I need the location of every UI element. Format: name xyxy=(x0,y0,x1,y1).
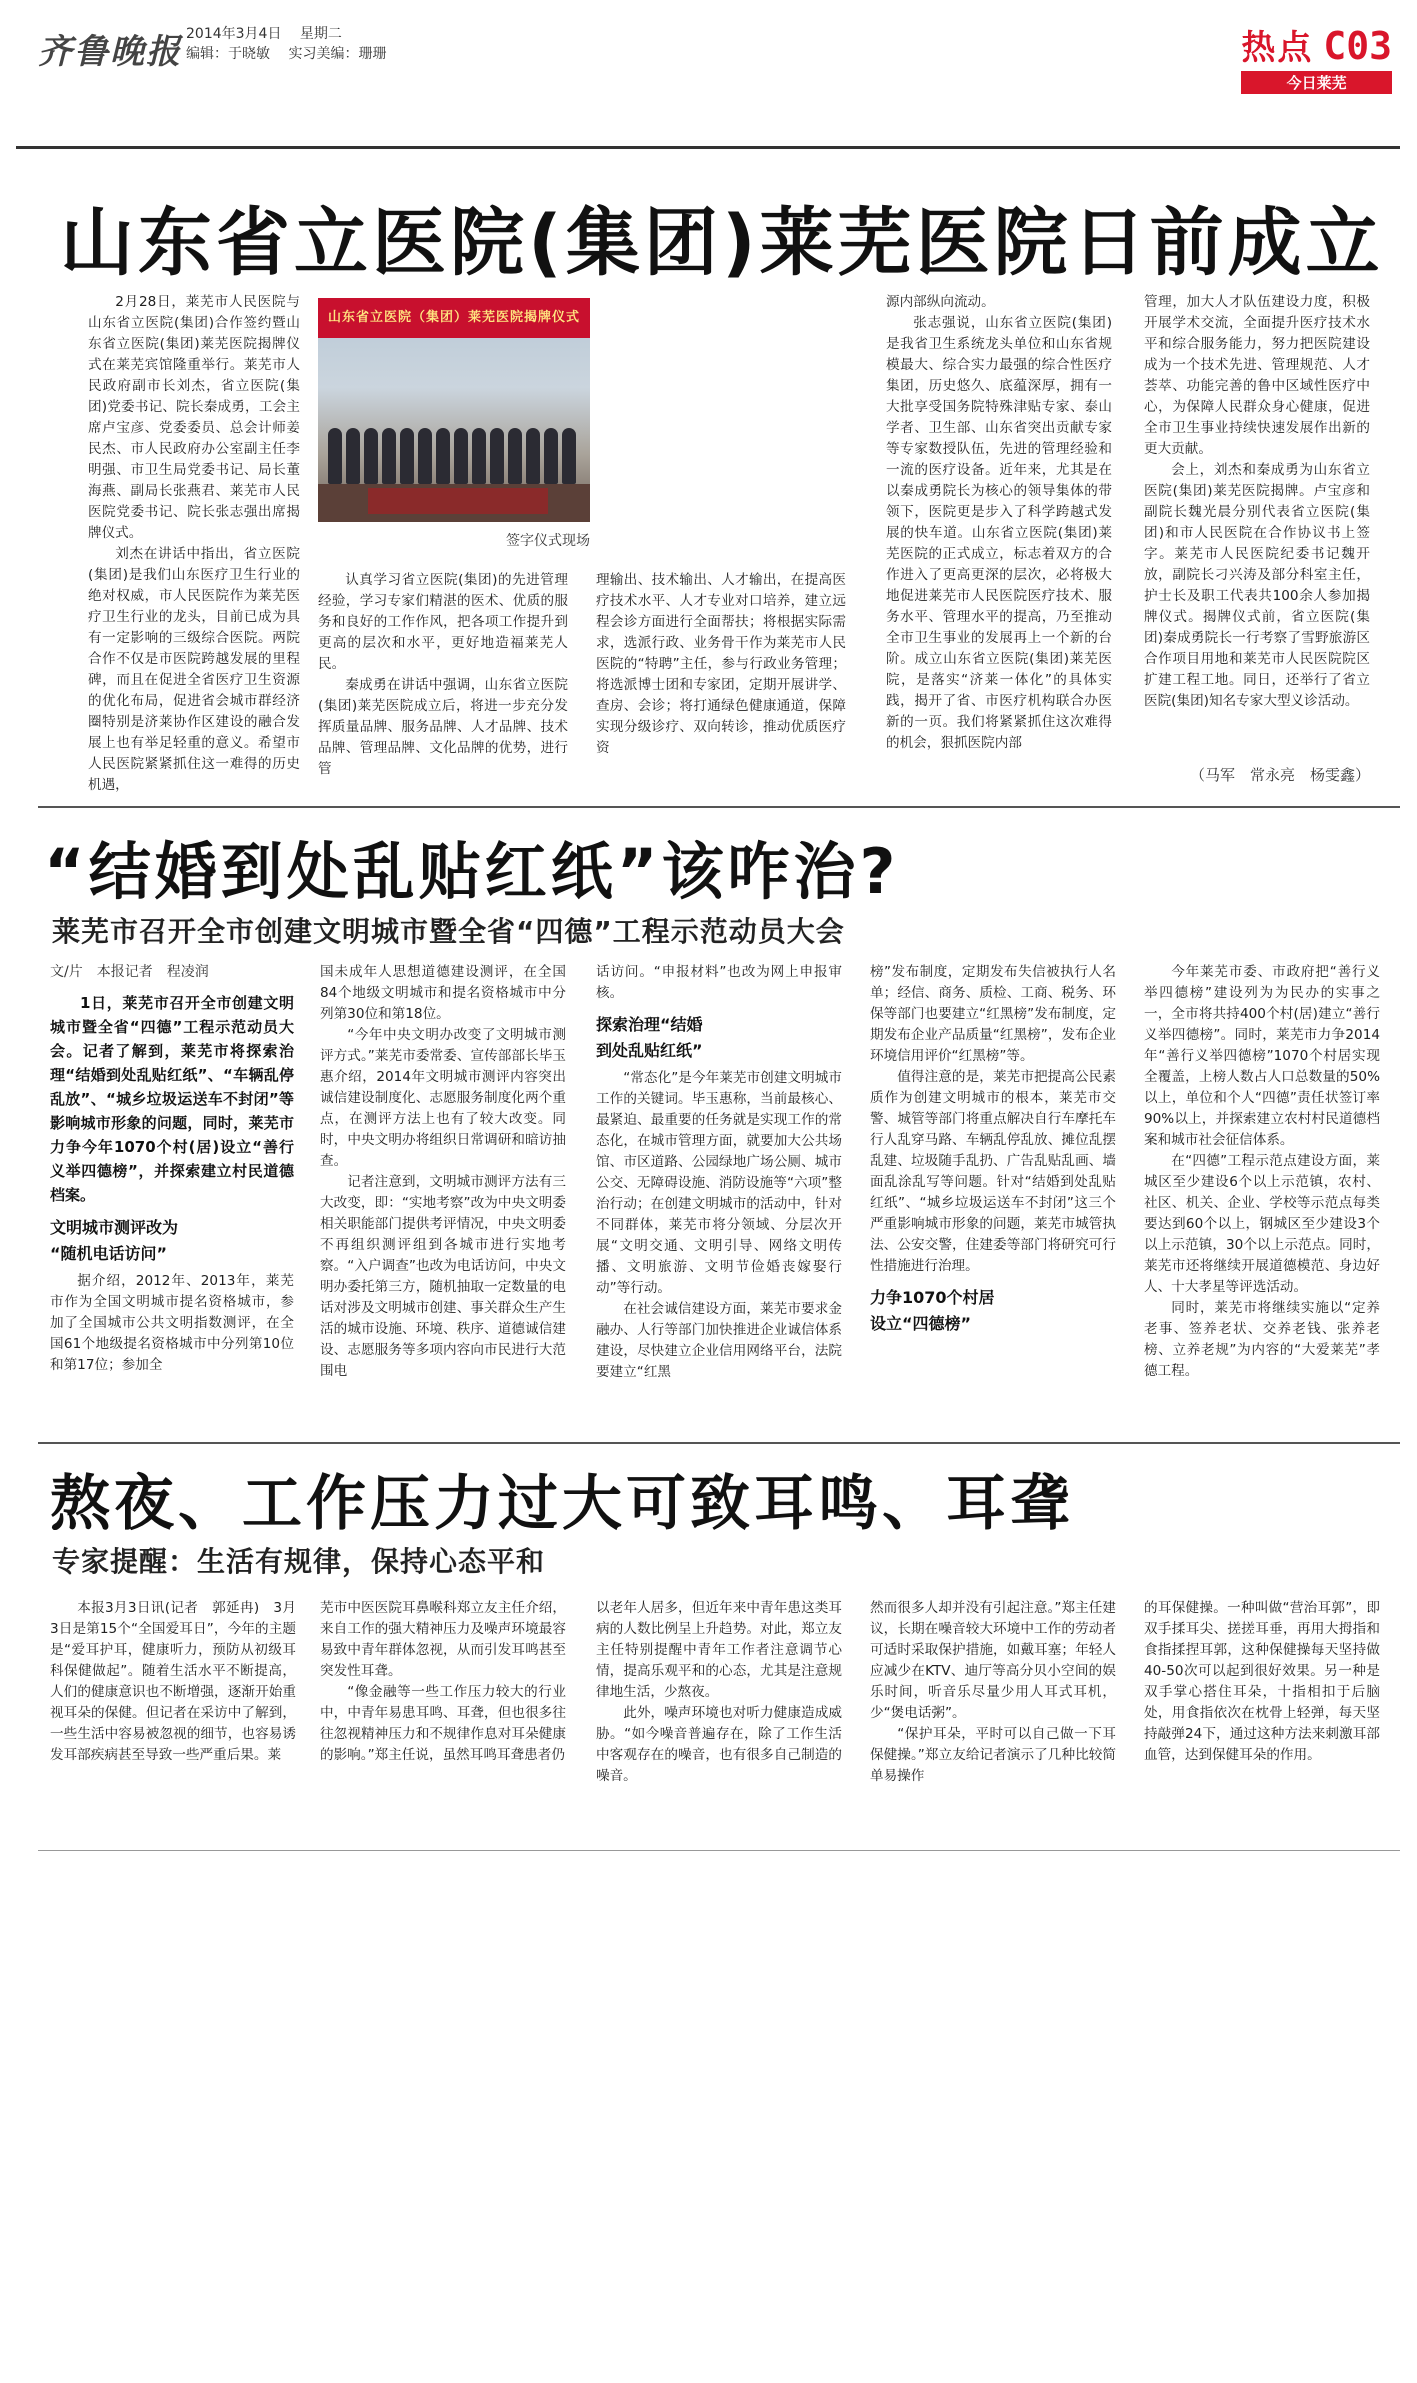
section-divider xyxy=(38,1442,1400,1444)
paragraph: “保护耳朵，平时可以自己做一下耳保健操。”郑立友给记者演示了几种比较简单易操作 xyxy=(870,1726,1116,1784)
paragraph: 记者注意到，文明城市测评方法有三大改变，即：“实地考察”改为中央文明委相关职能部门提供考评情况，中央文明委不再组织测评组到各城市进行实地考察。“入户调查”也改为电话访问，中央文明办委托第三方，随机抽取一定数量的电话对涉及文明城市创建、事关群众生产生活的城市设施、环境、秩序、道德诚信建设、志愿服务等多项内容向市民进行大范围电 xyxy=(320,1174,566,1379)
subsection-heading-line: 探索治理“结婚 xyxy=(596,1015,703,1034)
person-figure xyxy=(490,428,504,484)
person-figure xyxy=(562,428,576,484)
person-figure xyxy=(382,428,396,484)
paragraph: “今年中央文明办改变了文明城市测评方式。”莱芜市委常委、宣传部部长毕玉惠介绍，2014年文明城市测评内容突出诚信建设制度化、志愿服务制度化两个重点，在测评方法上也有了较大改变。同时，中央文明办将组织日常调研和暗访抽查。 xyxy=(320,1027,566,1169)
bottom-divider xyxy=(38,1850,1400,1851)
article1-col2 xyxy=(318,570,568,792)
person-figure xyxy=(328,428,342,484)
paragraph: 管理，加大人才队伍建设力度，积极开展学术交流，全面提升医疗技术水平和综合服务能力，努力把医院建设成为一个技术先进、管理规范、人才荟萃、功能完善的鲁中区域性医疗中心，为保障人民群众身心健康，促进全市卫生事业持续快速发展作出新的更大贡献。 xyxy=(1144,294,1370,457)
paragraph: 值得注意的是，莱芜市把提高公民素质作为创建文明城市的根本，莱芜市交警、城管等部门将重点解决自行车摩托车行人乱穿马路、车辆乱停乱放、摊位乱摆乱建、垃圾随手乱扔、广告乱贴乱画、墙面乱涂乱写等问题。针对“结婚到处乱贴红纸”、“城乡垃圾运送车不封闭”这三个严重影响城市形象的问题，莱芜市城管执法、公安交警，住建委等部门将研究可行性措施进行治理。 xyxy=(870,1069,1116,1274)
person-figure xyxy=(400,428,414,484)
article1-headline: 山东省立医院(集团)莱芜医院日前成立 xyxy=(60,200,1384,286)
article2-col1 xyxy=(50,962,294,1432)
paragraph: 本报3月3日讯(记者 郭延冉) 3月3日是第15个“全国爱耳日”，今年的主题是“爱耳护耳，健康听力，预防从初级耳科保健做起”。随着生活水平不断提高，人们的健康意识也不断增强，逐渐开始重视耳朵的保健。但记者在采访中了解到，一些生活中容易被忽视的细节，也容易诱发耳部疾病甚至导致一些严重后果。莱 xyxy=(50,1600,296,1763)
paragraph: 在“四德”工程示范点建设方面，莱城区至少建设6个以上示范镇，农村、社区、机关、企业、学校等示范点每类要达到60个以上，钢城区至少建设3个以上示范镇，30个以上示范点。同时，莱芜市还将继续开展道德模范、身边好人、十大孝星等评选活动。 xyxy=(1144,1153,1380,1295)
paragraph: 源内部纵向流动。 xyxy=(886,294,995,310)
paragraph: 据介绍，2012年、2013年，莱芜市作为全国文明城市提名资格城市，参加了全国城市公共文明指数测评，在全国61个地级提名资格城市中分列第10位和第17位；参加全 xyxy=(50,1273,294,1373)
paragraph: 刘杰在讲话中指出，省立医院(集团)是我们山东医疗卫生行业的绝对权威，市人民医院作为莱芜医疗卫生行业的龙头，目前已成为具有一定影响的三级综合医院。两院合作不仅是市医院跨越发展的里程碑，而且在促进全省医疗卫生资源的优化布局，促进省会城市群经济圈特别是济莱协作区建设的融合发展上也有举足轻重的意义。希望市人民医院紧紧抓住这一难得的历史机遇， xyxy=(88,546,300,793)
paragraph: 在社会诚信建设方面，莱芜市要求金融办、人行等部门加快推进企业诚信体系建设，尽快建立企业信用网络平台，法院要建立“红黑 xyxy=(596,1301,842,1380)
person-figure xyxy=(364,428,378,484)
article3-col4 xyxy=(870,1598,1116,1840)
newspaper-logo: 齐鲁晚报 xyxy=(38,32,182,72)
section-subtitle: 今日莱芜 xyxy=(1241,71,1392,94)
section-label xyxy=(1241,20,1392,94)
article1-col1 xyxy=(88,292,300,793)
person-figure xyxy=(346,428,360,484)
subsection-heading xyxy=(50,1215,294,1267)
paragraph: “常态化”是今年莱芜市创建文明城市工作的关键词。毕玉惠称，当前最核心、最紧迫、最重要的任务就是实现工作的常态化，在城市管理方面，就要加大公共场馆、市区道路、公园绿地广场公厕、城市公交、无障碍设施、消防设施等“六项”整治行动；在创建文明城市的活动中，针对不同群体，莱芜市将分领域、分层次开展“文明交通、文明引导、网络文明传播、文明旅游、文明节俭婚丧嫁娶行动”等行动。 xyxy=(596,1070,842,1296)
subsection-heading xyxy=(596,1012,842,1064)
signing-table xyxy=(368,488,548,514)
article1-col4 xyxy=(886,292,1112,792)
section-divider xyxy=(38,806,1400,808)
article1-col3 xyxy=(596,570,846,792)
paragraph: 此外，噪声环境也对听力健康造成威胁。“如今噪音普遍存在，除了工作生活中客观存在的噪音，也有很多自己制造的噪音。 xyxy=(596,1705,842,1784)
photo-caption: 签字仪式现场 xyxy=(506,533,590,549)
person-figure xyxy=(508,428,522,484)
paragraph: 然而很多人却并没有引起注意。”郑主任建议，长期在噪音较大环境中工作的劳动者可适时采取保护措施，如戴耳塞；年轻人应减少在KTV、迪厅等高分贝小空间的娱乐时间，听音乐尽量少用人耳式耳机，少“煲电话粥”。 xyxy=(870,1600,1116,1721)
article3-col5 xyxy=(1144,1598,1380,1840)
article2-col3 xyxy=(596,962,842,1432)
editor-credit: 编辑：于晓敏 xyxy=(186,46,270,62)
designer-credit: 实习美编：珊珊 xyxy=(288,46,387,62)
article3-col2 xyxy=(320,1598,566,1840)
paragraph: 国未成年人思想道德建设测评，在全国84个地级文明城市和提名资格城市中分列第30位和第18位。 xyxy=(320,964,566,1022)
paragraph: 话访问。“申报材料”也改为网上申报审核。 xyxy=(596,964,842,1001)
article2-col2 xyxy=(320,962,566,1432)
article2-headline: “结婚到处乱贴红纸”该咋治? xyxy=(44,835,900,908)
paragraph: 同时，莱芜市将继续实施以“定养老事、签养老状、交养老钱、张养老榜、立养老规”为内容的“大爱莱芜”孝德工程。 xyxy=(1144,1300,1380,1379)
paragraph: 的耳保健操。一种叫做“营治耳郭”，即双手揉耳尖、搓搓耳垂，再用大拇指和食指揉捏耳郭，这种保健操每天坚持做40-50次可以起到很好效果。另一种是双手掌心搭住耳朵，十指相扣于后脑处，用食指依次在枕骨上轻弹，每天坚持敲弹24下，通过这种方法来刺激耳部血管，达到保健耳朵的作用。 xyxy=(1144,1600,1380,1763)
paragraph: “像金融等一些工作压力较大的行业中，中青年易患耳鸣、耳聋，但也很多往往忽视精神压力和不规律作息对耳朵健康的影响。”郑主任说，虽然耳鸣耳聋患者仍 xyxy=(320,1684,566,1763)
paragraph: 理输出、技术输出、人才输出，在提高医疗技术水平、人才专业对口培养，建立远程会诊方面进行全面帮扶；将根据实际需求，选派行政、业务骨干作为莱芜市人民医院的“特聘”主任，参与行政业务管理；将选派博士团和专家团，定期开展讲学、查房、会诊；将打通绿色健康通道，保障实现分级诊疗、双向转诊，推动优质医疗资 xyxy=(596,572,846,756)
article2-byline: 文/片 本报记者 程凌润 xyxy=(50,964,209,980)
subsection-heading-line: 力争1070个村居 xyxy=(870,1288,995,1307)
top-divider xyxy=(16,146,1400,149)
masthead xyxy=(36,18,1402,92)
person-figure xyxy=(418,428,432,484)
person-figure xyxy=(436,428,450,484)
lead-paragraph: 1日，莱芜市召开全市创建文明城市暨全省“四德”工程示范动员大会。记者了解到，莱芜市将探索治理“结婚到处乱贴红纸”、“车辆乱停乱放”、“城乡垃圾运送车不封闭”等影响城市形象的问题，同时，莱芜市力争今年1070个村(居)设立“善行义举四德榜”，并探索建立村民道德档案。 xyxy=(50,994,294,1204)
paragraph: 榜”发布制度，定期发布失信被执行人名单；经信、商务、质检、工商、税务、环保等部门也要建立“红黑榜”发布制度，定期发布企业产品质量“红黑榜”，发布企业环境信用评价“红黑榜”等。 xyxy=(870,964,1116,1064)
subsection-heading-line: “随机电话访问” xyxy=(50,1244,168,1263)
subsection-heading-line: 到处乱贴红纸” xyxy=(596,1041,703,1060)
person-figure xyxy=(454,428,468,484)
subsection-heading xyxy=(870,1285,1116,1337)
article3-col3 xyxy=(596,1598,842,1840)
photo-banner: 山东省立医院（集团）莱芜医院揭牌仪式 xyxy=(318,298,590,338)
article2-col5 xyxy=(1144,962,1380,1432)
subsection-heading-line: 设立“四德榜” xyxy=(870,1314,972,1333)
article3-headline: 熬夜、工作压力过大可致耳鸣、耳聋 xyxy=(50,1469,1074,1539)
person-figure xyxy=(544,428,558,484)
paragraph: 会上，刘杰和秦成勇为山东省立医院(集团)莱芜医院揭牌。卢宝彦和副院长魏光晨分别代表省立医院(集团)和市人民医院在合作协议书上签字。莱芜市人民医院纪委书记魏开放，副院长刁兴涛及部分科室主任，护士长及职工代表共100余人参加揭牌仪式。揭牌仪式前，省立医院(集团)秦成勇院长一行考察了雪野旅游区合作项目用地和莱芜市人民医院院区扩建工程工地。同日，还举行了省立医院(集团)知名专家大型义诊活动。 xyxy=(1144,462,1370,709)
photo-people xyxy=(328,414,580,484)
article1-col5 xyxy=(1144,292,1370,756)
signing-ceremony-photo xyxy=(318,298,590,522)
page-code: C03 xyxy=(1323,24,1392,68)
paragraph: 2月28日，莱芜市人民医院与山东省立医院(集团)合作签约暨山东省立医院(集团)莱芜医院揭牌仪式在莱芜宾馆隆重举行。莱芜市人民政府副市长刘杰，省立医院(集团)党委书记、院长秦成勇，工会主席卢宝彦、党委委员、总会计师姜民杰、市人民政府办公室副主任李明强、市卫生局党委书记、局长董海燕、副局长张燕君、莱芜市人民医院党委书记、院长张志强出席揭牌仪式。 xyxy=(88,294,300,541)
paragraph: 今年莱芜市委、市政府把“善行义举四德榜”建设列为为民办的实事之一，全市将共持400个村(居)建立“善行义举四德榜”。同时，莱芜市力争2014年“善行义举四德榜”1070个村居实现全覆盖，上榜人数占人口总数量的50%以上，单位和个人“四德”责任状签订率90%以上，并探索建立农村村民道德档案和城市社会征信体系。 xyxy=(1144,964,1380,1148)
section-name: 热点 xyxy=(1241,28,1314,68)
article2-col4 xyxy=(870,962,1116,1432)
article3-col1 xyxy=(50,1598,296,1840)
paragraph: 张志强说，山东省立医院(集团)是我省卫生系统龙头单位和山东省规模最大、综合实力最强的综合性医疗集团，历史悠久、底蕴深厚，拥有一大批享受国务院特殊津贴专家、泰山学者、卫生部、山东省突出贡献专家等专家数授队伍，先进的管理经验和一流的医疗设备。近年来，尤其是在以秦成勇院长为核心的领导集体的带领下，医院更是步入了科学跨越式发展的快车道。山东省立医院(集团)莱芜医院的正式成立，标志着双方的合作进入了更高更深的层次，必将极大地促进莱芜市人民医院医疗技术、服务水平、管理水平的提高，乃至推动全市卫生事业的发展再上一个新的台阶。成立山东省立医院(集团)莱芜医院，是落实“济莱一体化”的具体实践，揭开了省、市医疗机构联合办医新的一页。我们将紧紧抓住这次难得的机会，狠抓医院内部 xyxy=(886,315,1112,751)
paragraph: 芜市中医医院耳鼻喉科郑立友主任介绍，来自工作的强大精神压力及噪声环境最容易致中青年群体忽视，从而引发耳鸣甚至突发性耳聋。 xyxy=(320,1600,566,1679)
article3-subhead: 专家提醒：生活有规律，保持心态平和 xyxy=(52,1545,546,1578)
person-figure xyxy=(526,428,540,484)
paragraph: 以老年人居多，但近年来中青年患这类耳病的人数比例呈上升趋势。对此，郑立友主任特别提醒中青年工作者注意调节心情，提高乐观平和的心态，尤其是注意规律地生活，少熬夜。 xyxy=(596,1600,842,1700)
paragraph: 认真学习省立医院(集团)的先进管理经验，学习专家们精湛的医术、优质的服务和良好的工作作风，把各项工作提升到更高的层次和水平，更好地造福莱芜人民。 xyxy=(318,572,568,672)
issue-date: 2014年3月4日 xyxy=(186,26,282,42)
paragraph: 秦成勇在讲话中强调，山东省立医院(集团)莱芜医院成立后，将进一步充分发挥质量品牌、服务品牌、人才品牌、技术品牌、管理品牌、文化品牌的优势，进行管 xyxy=(318,677,568,777)
subsection-heading-line: 文明城市测评改为 xyxy=(50,1218,179,1237)
article1-byline: （马军 常永亮 杨雯鑫） xyxy=(1190,766,1371,784)
person-figure xyxy=(472,428,486,484)
issue-weekday: 星期二 xyxy=(299,26,342,42)
article2-subhead: 莱芜市召开全市创建文明城市暨全省“四德”工程示范动员大会 xyxy=(52,915,845,948)
issue-meta xyxy=(186,24,400,64)
